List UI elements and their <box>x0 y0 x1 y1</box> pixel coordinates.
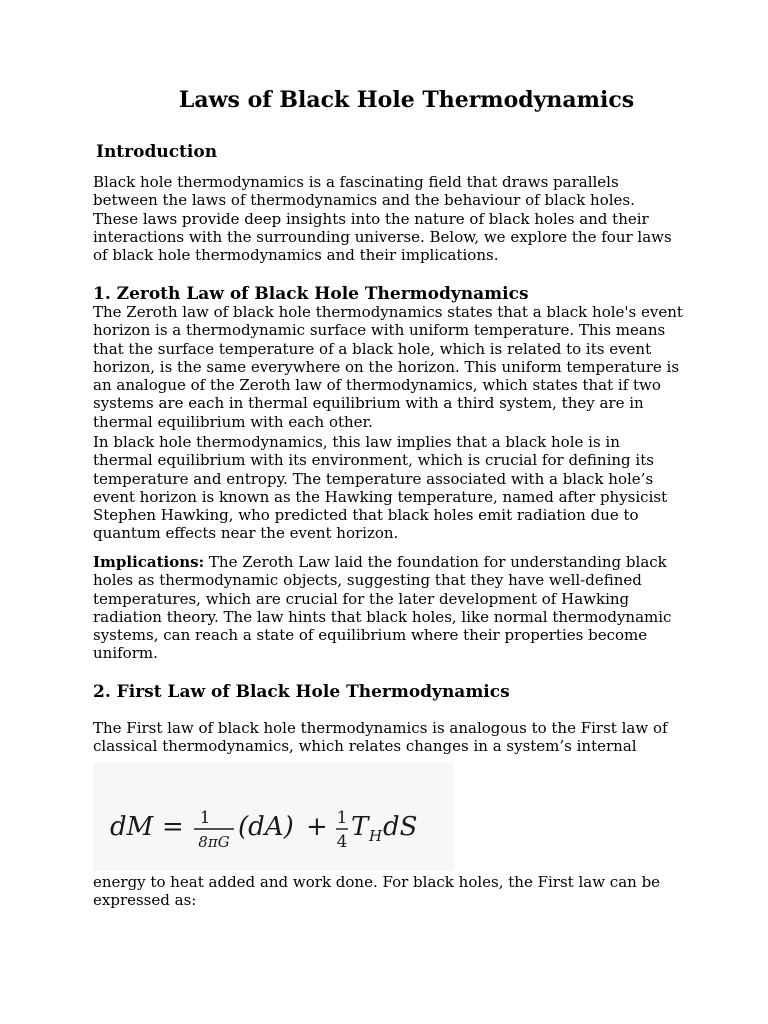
equation-term2-T: T <box>351 812 369 842</box>
equation-lhs: dM <box>110 812 154 842</box>
equation-term1: (dA) <box>238 812 294 842</box>
first-law-heading: 2. First Law of Black Hole Thermodynamics <box>93 682 510 702</box>
equation-equals: = <box>162 812 184 842</box>
equation-frac2-numerator: 1 <box>336 808 348 828</box>
zeroth-law-implications <box>93 553 683 663</box>
zeroth-law-heading: 1. Zeroth Law of Black Hole Thermodynamics <box>93 284 529 304</box>
first-law-paragraph-2: energy to heat added and work done. For black holes, the First law can be expressed as: <box>93 873 661 910</box>
intro-paragraph: Black hole thermodynamics is a fascinating field that draws parallels between the laws of thermodynamics and the behaviour of black holes. These laws provide deep insights into the nature of black holes and their interactions with the surrounding universe. Below, we explore the four laws of black hole thermodynamics and their implications. <box>93 173 672 265</box>
intro-heading: Introduction <box>96 142 218 162</box>
implications-label: Implications: <box>93 553 205 571</box>
equation-frac1-numerator: 1 <box>199 808 211 828</box>
equation-frac1-denominator: 8πG <box>198 833 230 851</box>
equation-plus: + <box>306 812 328 842</box>
zeroth-law-paragraph-2: In black hole thermodynamics, this law implies that a black hole is in thermal equilibrium with its environment, which is crucial for defining its temperature and entropy. The temperature associated with a black hole’s event horizon is known as the Hawking temperature, named after physicist Stephen Hawking, who predicted that black holes emit radiation due to quantum effects near the event horizon. <box>93 433 668 543</box>
implications-text: The Zeroth Law laid the foundation for understanding black holes as thermodynamic objects, suggesting that they have well-defined temperatures, which are crucial for the later development of Hawking radiation theory. The law hints that black holes, like normal thermodynamic systems, can reach a state of equilibrium where their properties become uniform. <box>93 553 672 663</box>
first-law-equation-image <box>93 763 454 871</box>
equation-term2-rest: dS <box>383 812 418 842</box>
document-title: Laws of Black Hole Thermodynamics <box>178 87 635 113</box>
equation-frac2-denominator: 4 <box>336 832 348 852</box>
equation-term2-subscript: H <box>369 827 383 845</box>
equation-svg <box>93 763 454 871</box>
zeroth-law-paragraph-1: The Zeroth law of black hole thermodynamics states that a black hole's event horizon is a thermodynamic surface with uniform temperature. This means that the surface temperature of a black hole, which is related to its event horizon, is the same everywhere on the horizon. This uniform temperature is an analogue of the Zeroth law of thermodynamics, which states that if two systems are each in thermal equilibrium with a third system, they are in thermal equilibrium with each other. <box>93 303 683 431</box>
first-law-paragraph-1: The First law of black hole thermodynamics is analogous to the First law of classical thermodynamics, which relates changes in a system’s internal <box>93 719 668 756</box>
